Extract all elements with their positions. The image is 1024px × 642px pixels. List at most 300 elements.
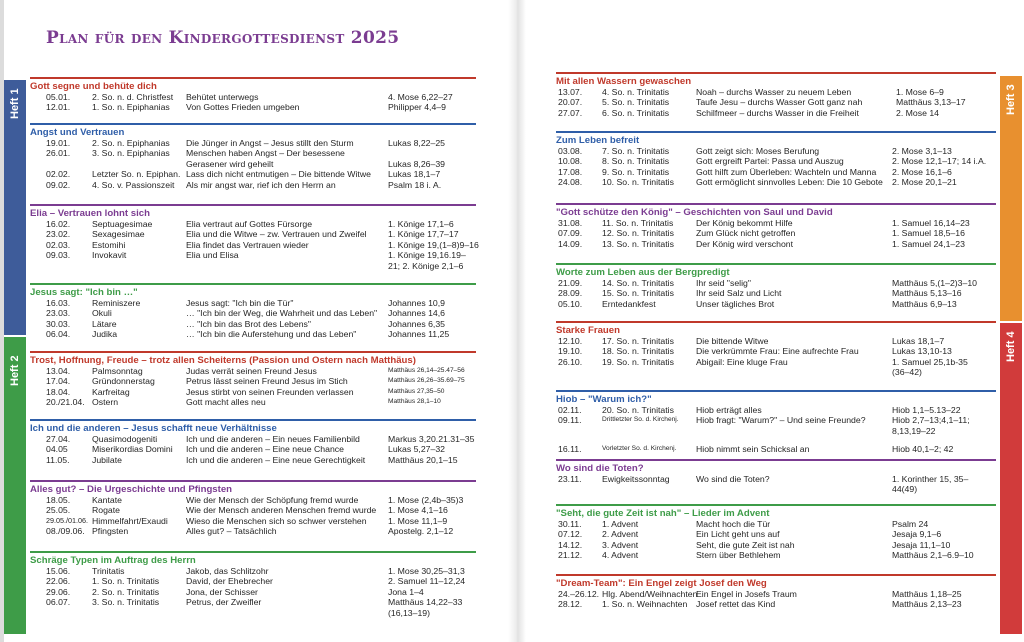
row-ref: 1. Mose 30,25–31,3 bbox=[388, 566, 465, 576]
row-ref: 1. Samuel 16,14–23 bbox=[892, 218, 970, 228]
section-angst-vertrauen bbox=[30, 123, 476, 190]
schedule-row bbox=[46, 587, 476, 597]
row-date: 27.04. bbox=[46, 434, 71, 444]
schedule-row bbox=[556, 167, 996, 177]
row-ref: Lukas 18,1–7 bbox=[892, 336, 945, 346]
row-topic: Abigail: Eine kluge Frau bbox=[696, 356, 788, 367]
row-date: 18.05. bbox=[46, 495, 71, 505]
row-date: 06.07. bbox=[46, 597, 71, 608]
row-sunday: 4. Advent bbox=[602, 550, 639, 561]
schedule-row bbox=[556, 474, 996, 495]
row-ref: Johannes 14,6 bbox=[388, 308, 445, 319]
row-ref: 1. Mose 6–9 bbox=[896, 87, 944, 97]
schedule-row bbox=[46, 444, 476, 454]
tab-heft-4[interactable] bbox=[1000, 323, 1022, 634]
row-topic: Alles gut? – Tatsächlich bbox=[186, 526, 277, 537]
row-date: 16.02. bbox=[46, 219, 71, 229]
row-sunday: 7. So. n. Trinitatis bbox=[602, 146, 670, 156]
section-title: Angst und Vertrauen bbox=[30, 127, 125, 138]
schedule-row bbox=[556, 288, 996, 298]
section-starke-frauen bbox=[556, 321, 996, 378]
row-date: 29.05./01.06. bbox=[46, 515, 88, 525]
row-topic: … "Ich bin die Auferstehung und das Leben" bbox=[186, 329, 357, 340]
row-ref: Matthäus 3,13–17 bbox=[896, 97, 966, 108]
schedule-row bbox=[556, 529, 996, 539]
row-sunday: 17. So. n. Trinitatis bbox=[602, 336, 674, 346]
section-schraege-typen bbox=[30, 551, 476, 618]
schedule-row bbox=[46, 516, 476, 526]
row-sunday: Ostern bbox=[92, 397, 119, 408]
row-sunday: 1. So. n. Trinitatis bbox=[92, 576, 160, 587]
row-ref: Hiob 1,1–5.13–22 bbox=[892, 405, 961, 415]
section-divider bbox=[556, 131, 996, 133]
row-topic: Jona, der Schisser bbox=[186, 586, 258, 597]
section-divider bbox=[556, 203, 996, 205]
row-ref: 1. Könige 17,1–6 bbox=[388, 219, 454, 229]
row-ref: 1. Korinther 15, 35–44(49) bbox=[892, 474, 969, 495]
row-topic: Wie der Mensch anderen Menschen fremd wurde bbox=[186, 505, 377, 516]
section-gott-segne bbox=[30, 77, 476, 113]
section-ich-bin bbox=[30, 283, 476, 340]
row-ref: Matthäus 2,13–23 bbox=[892, 599, 962, 610]
row-date: 23.03. bbox=[46, 308, 71, 319]
row-ref: 1. Samuel 24,1–23 bbox=[892, 238, 965, 249]
row-topic: Menschen haben Angst – Der besessene Gerasener wird geheilt bbox=[186, 148, 345, 169]
row-date: 05.10. bbox=[558, 298, 583, 309]
row-sunday: 12. So. n. Trinitatis bbox=[602, 228, 674, 239]
schedule-row bbox=[46, 319, 476, 329]
row-topic: Wo sind die Toten? bbox=[696, 474, 770, 484]
section-title: Zum Leben befreit bbox=[556, 135, 640, 146]
row-ref: Lukas 8,26–39 bbox=[388, 158, 445, 169]
row-date: 03.08. bbox=[558, 146, 583, 156]
row-ref: Matthäus 5,13–16 bbox=[892, 288, 962, 299]
row-topic: Die Jünger in Angst – Jesus stillt den Sturm bbox=[186, 138, 354, 148]
row-date: 14.09. bbox=[558, 238, 583, 249]
row-ref: Jesaja 9,1–6 bbox=[892, 529, 942, 540]
tab-heft-1[interactable] bbox=[4, 80, 26, 335]
row-topic: Judas verrät seinen Freund Jesus bbox=[186, 366, 317, 376]
section-divider bbox=[556, 263, 996, 265]
schedule-row bbox=[556, 177, 996, 187]
row-topic: Ein Engel in Josefs Traum bbox=[696, 589, 797, 599]
row-sunday: 3. Advent bbox=[602, 539, 639, 550]
row-topic: Hiob erträgt alles bbox=[696, 405, 762, 415]
schedule-row bbox=[556, 299, 996, 309]
row-ref: Matthäus 14,22–33 (16,13–19) bbox=[388, 597, 463, 618]
schedule-row bbox=[46, 366, 476, 376]
schedule-row bbox=[556, 218, 996, 228]
row-topic: Elia findet das Vertrauen wieder bbox=[186, 239, 309, 250]
tab-heft-4-label: Heft 4 bbox=[1005, 331, 1017, 363]
row-sunday: Lätare bbox=[92, 318, 117, 329]
schedule-row bbox=[46, 434, 476, 444]
row-sunday: Himmelfahrt/Exaudi bbox=[92, 515, 168, 526]
row-date: 12.10. bbox=[558, 336, 583, 346]
section-title: Hiob – "Warum ich?" bbox=[556, 394, 652, 405]
schedule-row bbox=[46, 329, 476, 339]
row-ref: 1. Samuel 25,1b-35 (36–42) bbox=[892, 356, 968, 378]
row-sunday: Gründonnerstag bbox=[92, 376, 155, 387]
section-divider bbox=[30, 480, 476, 482]
schedule-row bbox=[556, 589, 996, 599]
row-topic: Ihr seid "selig" bbox=[696, 278, 751, 288]
section-divider bbox=[30, 419, 476, 421]
row-sunday: Reminiszere bbox=[92, 298, 141, 308]
tab-heft-3-label: Heft 3 bbox=[1005, 84, 1017, 116]
schedule-row bbox=[46, 250, 476, 271]
row-date: 18.04. bbox=[46, 386, 71, 397]
row-topic: Ihr seid Salz und Licht bbox=[696, 288, 782, 299]
row-date: 20.07. bbox=[558, 97, 583, 108]
row-sunday: Judika bbox=[92, 329, 118, 340]
section-elia bbox=[30, 204, 479, 271]
row-date: 26.10. bbox=[558, 356, 583, 367]
row-sunday: Okuli bbox=[92, 308, 112, 319]
row-ref: Philipper 4,4–9 bbox=[388, 102, 446, 113]
row-sunday: Ewigkeitssonntag bbox=[602, 474, 670, 484]
row-ref: Psalm 18 i. A. bbox=[388, 179, 442, 190]
section-divider bbox=[30, 551, 476, 553]
row-ref: Hiob 40,1–2; 42 bbox=[892, 444, 954, 455]
schedule-row bbox=[46, 102, 476, 112]
row-date: 17.04. bbox=[46, 376, 71, 387]
row-ref: Lukas 13,10-13 bbox=[892, 346, 952, 357]
row-topic: Elia vertraut auf Gottes Fürsorge bbox=[186, 219, 313, 229]
row-sunday: Hlg. Abend/Weihnachten bbox=[602, 589, 698, 599]
row-date: 21.12. bbox=[558, 550, 583, 561]
row-ref: Matthäus 6,9–13 bbox=[892, 298, 957, 309]
row-topic: Jesus stirbt von seinen Freunden verlassen bbox=[186, 386, 354, 397]
section-title: Gott segne und behüte dich bbox=[30, 81, 157, 92]
row-sunday: Erntedankfest bbox=[602, 298, 656, 309]
row-ref: 1. Könige 17,7–17 bbox=[388, 229, 459, 240]
schedule-row bbox=[556, 444, 996, 454]
row-topic: Ich und die anderen – Eine neue Chance bbox=[186, 444, 344, 455]
row-sunday: 8. So. n. Trinitatis bbox=[602, 156, 670, 167]
row-date: 31.08. bbox=[558, 218, 583, 228]
section-divider bbox=[30, 351, 476, 353]
row-date: 24.–26.12. bbox=[558, 589, 600, 599]
schedule-row bbox=[46, 239, 479, 250]
schedule-row bbox=[46, 505, 476, 515]
schedule-row bbox=[46, 298, 476, 308]
row-date: 26.01. bbox=[46, 148, 71, 159]
section-hiob bbox=[556, 390, 996, 455]
row-topic: Als mir angst war, rief ich den Herrn an bbox=[186, 179, 336, 190]
schedule-row bbox=[46, 229, 476, 239]
row-topic: Petrus lässt seinen Freund Jesus im Stich bbox=[186, 376, 348, 387]
row-topic: Wie der Mensch der Schöpfung fremd wurde bbox=[186, 495, 359, 505]
row-topic: Seht, die gute Zeit ist nah bbox=[696, 539, 795, 550]
section-divider bbox=[30, 204, 476, 206]
row-date: 07.09. bbox=[558, 228, 583, 239]
tab-heft-2-label: Heft 2 bbox=[9, 355, 21, 387]
row-sunday: Pfingsten bbox=[92, 526, 129, 537]
section-trost-hoffnung bbox=[30, 351, 476, 408]
section-divider bbox=[30, 123, 476, 125]
section-title: "Dream-Team": Ein Engel zeigt Josef den Weg bbox=[556, 578, 767, 589]
row-topic: Behütet unterwegs bbox=[186, 92, 259, 102]
schedule-row bbox=[556, 415, 996, 436]
row-date: 08./09.06. bbox=[46, 526, 85, 537]
section-divider bbox=[30, 77, 476, 79]
schedule-row bbox=[46, 597, 476, 618]
schedule-row bbox=[556, 87, 996, 97]
row-ref: 2. Mose 16,1–6 bbox=[892, 166, 952, 177]
row-date: 30.03. bbox=[46, 318, 71, 329]
section-divider bbox=[556, 574, 996, 576]
row-ref: Matthäus 2,1–6.9–10 bbox=[892, 550, 974, 561]
section-divider bbox=[30, 283, 476, 285]
row-date: 09.03. bbox=[46, 250, 71, 261]
section-alles-gut bbox=[30, 480, 476, 537]
section-title: Schräge Typen im Auftrag des Herrn bbox=[30, 555, 196, 566]
row-date: 24.08. bbox=[558, 177, 583, 188]
section-divider bbox=[556, 321, 996, 323]
section-title: Ich und die anderen – Jesus schafft neue Verhältnisse bbox=[30, 423, 277, 434]
row-date: 05.01. bbox=[46, 92, 71, 102]
row-ref: Matthäus 26,14–25.47–56 bbox=[388, 367, 465, 374]
row-ref: Psalm 24 bbox=[892, 519, 929, 529]
row-topic: Petrus, der Zweifler bbox=[186, 597, 262, 608]
row-ref: Matthäus 20,1–15 bbox=[388, 454, 458, 465]
row-date: 02.03. bbox=[46, 239, 71, 250]
row-ref: 1. Samuel 18,5–16 bbox=[892, 228, 965, 239]
row-ref: Johannes 6,35 bbox=[388, 318, 445, 329]
row-sunday: 19. So. n. Trinitatis bbox=[602, 356, 674, 367]
row-date: 13.07. bbox=[558, 87, 583, 97]
row-sunday: 10. So. n. Trinitatis bbox=[602, 177, 674, 188]
row-ref: 2. Mose 14 bbox=[896, 107, 939, 118]
row-date: 09.02. bbox=[46, 179, 71, 190]
schedule-row bbox=[556, 108, 996, 118]
row-ref: Johannes 11,25 bbox=[388, 329, 450, 340]
row-date: 11.05. bbox=[46, 454, 70, 465]
row-sunday: 1. So. n. Epiphanias bbox=[92, 102, 170, 113]
page-title: Plan für den Kindergottesdienst 2025 bbox=[46, 28, 400, 48]
section-title: Worte zum Leben aus der Bergpredigt bbox=[556, 267, 730, 278]
row-ref: Hiob 2,7–13;4,1–11; 8,13,19–22 bbox=[892, 415, 970, 436]
row-sunday: Palmsonntag bbox=[92, 366, 143, 376]
row-sunday: 13. So. n. Trinitatis bbox=[602, 238, 674, 249]
row-sunday: Vorletzter So. d. Kirchenj. bbox=[602, 445, 677, 453]
row-date: 23.02. bbox=[46, 229, 71, 240]
row-ref: 2. Mose 12,1–17; 14 i.A. bbox=[892, 156, 987, 167]
row-date: 14.12. bbox=[558, 539, 583, 550]
section-dream-team bbox=[556, 574, 996, 610]
row-topic: Der König bekommt Hilfe bbox=[696, 218, 793, 228]
schedule-row bbox=[46, 308, 476, 318]
row-topic: Noah – durchs Wasser zu neuem Leben bbox=[696, 87, 852, 97]
row-topic: Hiob fragt: "Warum?" – Und seine Freunde? bbox=[696, 415, 866, 426]
row-sunday: 4. So. n. Trinitatis bbox=[602, 87, 670, 97]
row-topic: … "Ich bin der Weg, die Wahrheit und das Leben" bbox=[186, 308, 378, 319]
row-sunday: 6. So. n. Trinitatis bbox=[602, 107, 670, 118]
row-sunday: Miserikordias Domini bbox=[92, 444, 173, 455]
row-sunday: 14. So. n. Trinitatis bbox=[602, 278, 674, 288]
row-sunday: Karfreitag bbox=[92, 386, 130, 397]
schedule-row bbox=[556, 239, 996, 249]
schedule-row bbox=[556, 599, 996, 609]
row-topic: Unser tägliches Brot bbox=[696, 298, 775, 309]
row-topic: Wieso die Menschen sich so schwer verstehen bbox=[186, 515, 367, 526]
row-topic: Gott macht alles neu bbox=[186, 397, 266, 408]
row-topic: Jesus sagt: "Ich bin die Tür" bbox=[186, 298, 294, 308]
row-sunday: Septuagesimae bbox=[92, 219, 153, 229]
row-date: 16.11. bbox=[558, 444, 582, 455]
row-date: 30.11. bbox=[558, 519, 582, 529]
schedule-row bbox=[46, 397, 476, 407]
section-saul-david bbox=[556, 203, 996, 249]
row-ref: Matthäus 5,(1–2)3–10 bbox=[892, 278, 978, 288]
row-sunday: 18. So. n. Trinitatis bbox=[602, 346, 674, 357]
row-sunday: 2. So. n. Trinitatis bbox=[92, 586, 160, 597]
row-sunday: Drittletzter So. d. Kirchenj. bbox=[602, 416, 679, 424]
row-date: 12.01. bbox=[46, 102, 71, 113]
row-date: 10.08. bbox=[558, 156, 583, 167]
section-divider bbox=[556, 72, 996, 74]
row-date: 19.01. bbox=[46, 138, 71, 148]
row-topic: Ich und die anderen – Ein neues Familienbild bbox=[186, 434, 360, 444]
row-topic: Josef rettet das Kind bbox=[696, 599, 776, 610]
section-title: "Seht, die gute Zeit ist nah" – Lieder im Advent bbox=[556, 508, 770, 519]
row-topic: Elia und Elisa bbox=[186, 250, 239, 261]
row-topic: Gott hilft zum Überleben: Wachteln und Manna bbox=[696, 166, 877, 177]
row-ref: 1. Könige 19,(1–8)9–16 bbox=[388, 239, 479, 250]
row-date: 17.08. bbox=[558, 166, 583, 177]
schedule-row bbox=[46, 148, 476, 169]
row-topic: Hiob nimmt sein Schicksal an bbox=[696, 444, 810, 455]
row-topic: Stern über Bethlehem bbox=[696, 550, 781, 561]
row-date: 06.04. bbox=[46, 329, 71, 340]
schedule-row bbox=[556, 278, 996, 288]
schedule-row bbox=[46, 138, 476, 148]
row-sunday: 11. So. n. Trinitatis bbox=[602, 218, 674, 228]
schedule-row bbox=[556, 405, 996, 415]
row-date: 16.03. bbox=[46, 298, 71, 308]
row-date: 25.05. bbox=[46, 505, 71, 516]
row-topic: Macht hoch die Tür bbox=[696, 519, 771, 529]
tab-heft-2[interactable] bbox=[4, 337, 26, 634]
schedule-row bbox=[556, 346, 996, 356]
row-topic: … "Ich bin das Brot des Lebens" bbox=[186, 318, 311, 329]
row-date: 21.09. bbox=[558, 278, 583, 288]
row-ref: Johannes 10,9 bbox=[388, 298, 445, 308]
schedule-row bbox=[46, 576, 476, 586]
row-date: 23.11. bbox=[558, 474, 582, 484]
row-sunday: Invokavit bbox=[92, 250, 127, 261]
row-ref: Lukas 8,22–25 bbox=[388, 138, 445, 148]
section-divider bbox=[556, 459, 996, 461]
row-ref: Matthäus 28,1–10 bbox=[388, 398, 441, 406]
row-date: 27.07. bbox=[558, 107, 583, 118]
row-ref: 1. Mose 4,1–16 bbox=[388, 505, 448, 516]
section-title: Elia – Vertrauen lohnt sich bbox=[30, 208, 150, 219]
section-ich-und-die-anderen bbox=[30, 419, 476, 465]
row-ref: Matthäus 26,26–35.69–75 bbox=[388, 377, 465, 385]
row-topic: Ein Licht geht uns auf bbox=[696, 529, 780, 540]
section-wo-sind-die-toten bbox=[556, 459, 996, 495]
section-title: Jesus sagt: "Ich bin …" bbox=[30, 287, 138, 298]
schedule-row bbox=[46, 387, 476, 397]
schedule-row bbox=[556, 97, 996, 107]
section-title: Mit allen Wassern gewaschen bbox=[556, 76, 692, 87]
row-date: 15.06. bbox=[46, 566, 71, 576]
row-sunday: 3. So. n. Trinitatis bbox=[92, 597, 160, 608]
row-ref: 1. Mose 11,1–9 bbox=[388, 515, 448, 526]
row-date: 28.12. bbox=[558, 599, 583, 610]
row-sunday: 15. So. n. Trinitatis bbox=[602, 288, 674, 299]
section-title: Wo sind die Toten? bbox=[556, 463, 644, 474]
row-ref: Lukas 18,1–7 bbox=[388, 169, 441, 180]
schedule-row bbox=[46, 566, 476, 576]
row-topic: Schilfmeer – durchs Wasser in die Freiheit bbox=[696, 107, 859, 118]
row-date: 09.11. bbox=[558, 415, 582, 426]
row-ref: 2. Mose 20,1–21 bbox=[892, 177, 957, 188]
schedule-row bbox=[46, 92, 476, 102]
section-title: Starke Frauen bbox=[556, 325, 620, 336]
row-sunday: Trinitatis bbox=[92, 566, 125, 576]
row-date: 29.06. bbox=[46, 586, 71, 597]
section-title: "Gott schütze den König" – Geschichten von Saul und David bbox=[556, 207, 833, 218]
row-sunday: Estomihi bbox=[92, 239, 126, 250]
row-topic: Taufe Jesu – durchs Wasser Gott ganz nah bbox=[696, 97, 863, 108]
row-sunday: Rogate bbox=[92, 505, 121, 516]
row-sunday: 9. So. n. Trinitatis bbox=[602, 166, 670, 177]
row-topic: Zum Glück nicht getroffen bbox=[696, 228, 796, 239]
row-ref: Markus 3,20.21.31–35 bbox=[388, 434, 475, 444]
row-sunday: 2. So. n. Epiphanias bbox=[92, 138, 170, 148]
schedule-row bbox=[556, 540, 996, 550]
row-topic: Von Gottes Frieden umgeben bbox=[186, 102, 300, 113]
row-ref: 1. Könige 19,16.19–21; 2. Könige 2,1–6 bbox=[388, 250, 466, 271]
row-topic: Jakob, das Schlitzohr bbox=[186, 566, 269, 576]
schedule-row bbox=[556, 519, 996, 529]
row-topic: Die verkrümmte Frau: Eine aufrechte Frau bbox=[696, 346, 859, 357]
row-ref: Jesaja 11,1–10 bbox=[892, 539, 951, 550]
row-topic: Gott zeigt sich: Moses Berufung bbox=[696, 146, 820, 156]
section-zum-leben-befreit bbox=[556, 131, 996, 188]
row-sunday: 1. So. n. Weihnachten bbox=[602, 599, 688, 610]
row-topic: Gott ergreift Partei: Passa und Auszug bbox=[696, 156, 844, 167]
row-date: 02.02. bbox=[46, 169, 71, 180]
section-wassern bbox=[556, 72, 996, 118]
row-ref: Jona 1–4 bbox=[388, 586, 424, 597]
row-ref: Apostelg. 2,1–12 bbox=[388, 526, 454, 537]
schedule-row bbox=[556, 550, 996, 560]
section-title: Alles gut? – Die Urgeschichte und Pfingsten bbox=[30, 484, 233, 495]
schedule-row bbox=[556, 357, 996, 378]
row-date: 13.04. bbox=[46, 366, 71, 376]
row-ref: 4. Mose 6,22–27 bbox=[388, 92, 453, 102]
tab-heft-3[interactable] bbox=[1000, 76, 1022, 321]
tab-heft-1-label: Heft 1 bbox=[9, 88, 21, 120]
row-sunday: Letzter So. n. Epiphan. bbox=[92, 169, 181, 180]
schedule-row bbox=[46, 495, 476, 505]
row-topic: Ich und die anderen – Eine neue Gerechtigkeit bbox=[186, 454, 366, 465]
schedule-row bbox=[556, 336, 996, 346]
row-ref: Matthäus 1,18–25 bbox=[892, 589, 962, 599]
row-ref: 2. Mose 3,1–13 bbox=[892, 146, 952, 156]
schedule-row bbox=[46, 376, 476, 386]
schedule-row bbox=[46, 219, 476, 229]
row-date: 07.12. bbox=[558, 529, 583, 540]
row-date: 02.11. bbox=[558, 405, 582, 415]
row-topic: Die bittende Witwe bbox=[696, 336, 769, 346]
section-advent bbox=[556, 504, 996, 561]
row-sunday: 2. Advent bbox=[602, 529, 639, 540]
